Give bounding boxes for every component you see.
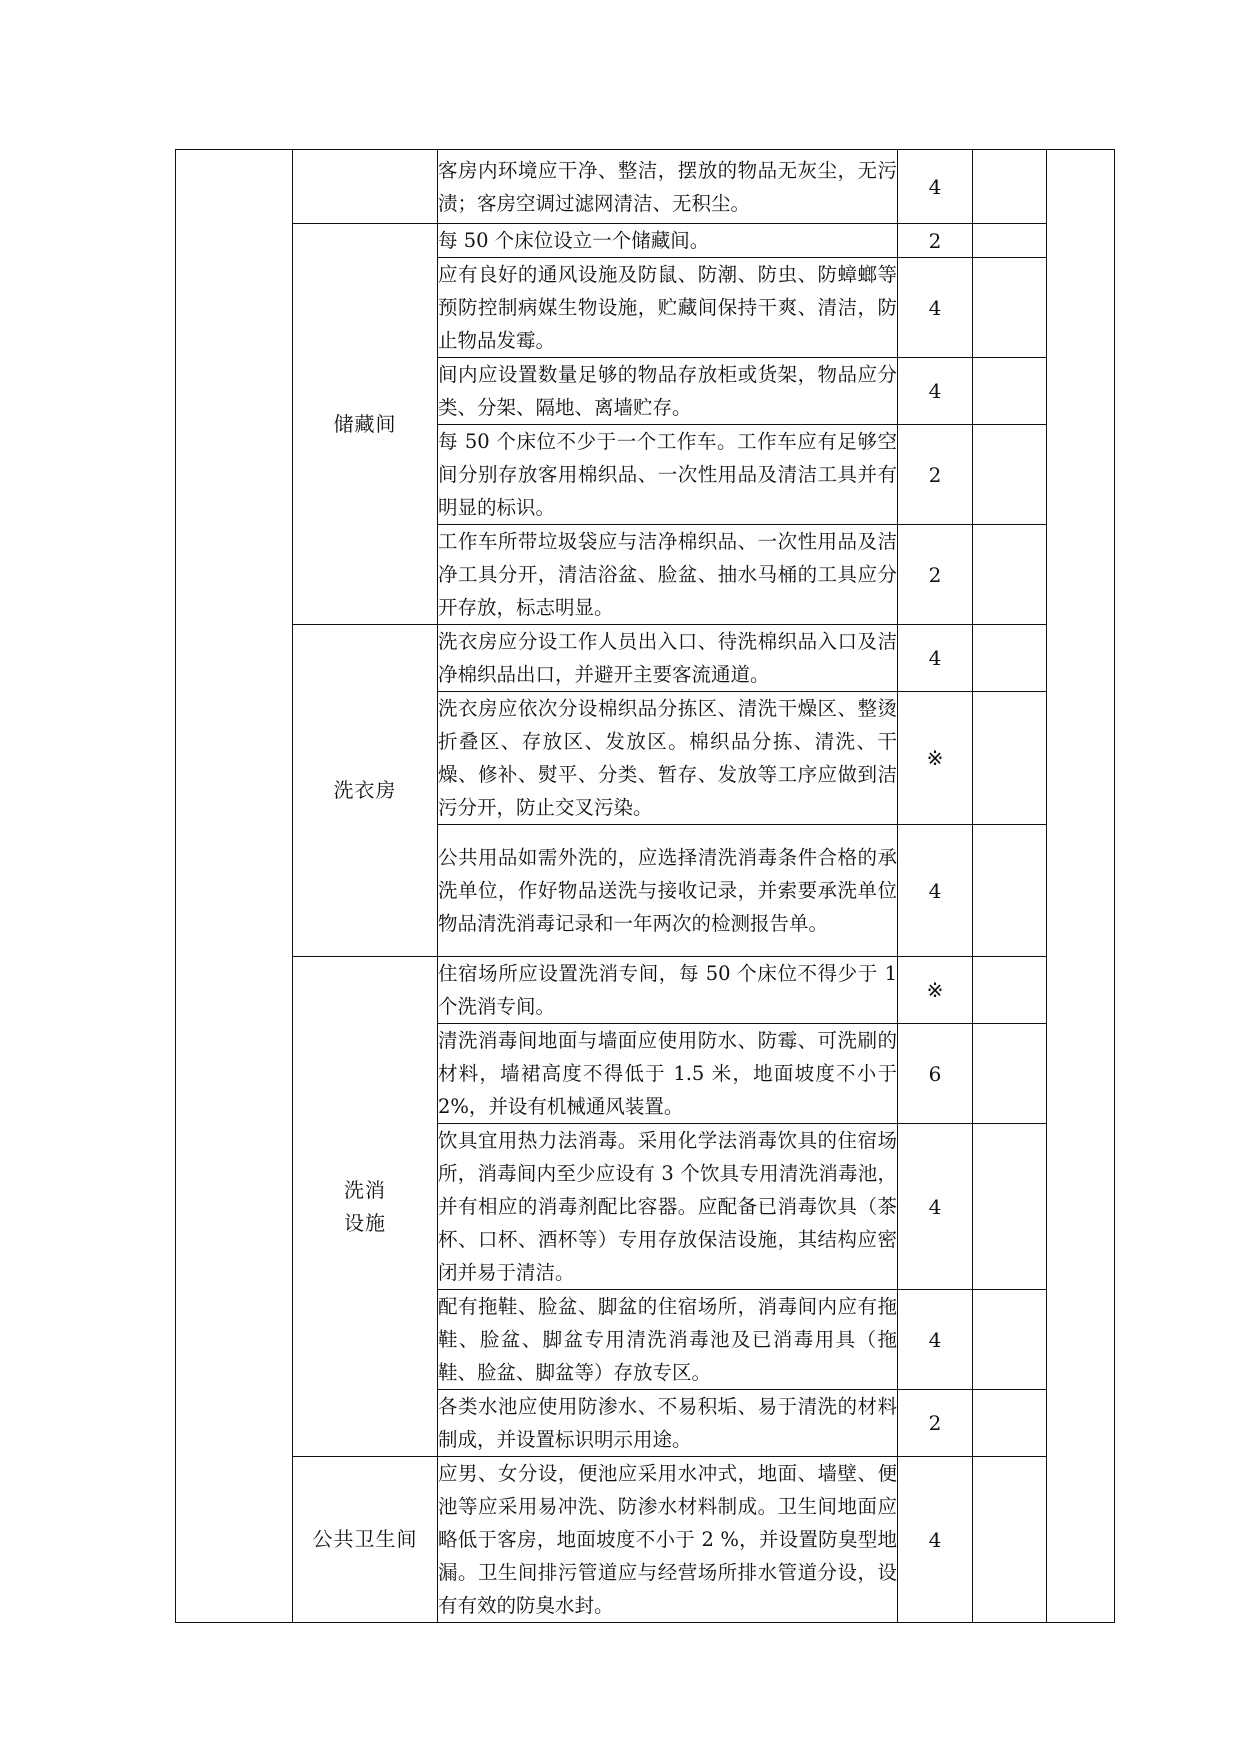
table-row bbox=[176, 625, 1115, 692]
requirement-cell: 工作车所带垃圾袋应与洁净棉织品、一次性用品及洁净工具分开，清洁浴盆、脸盆、抽水马桶的工具应分开存放，标志明显。 bbox=[438, 525, 898, 625]
score-cell: ※ bbox=[898, 692, 973, 825]
category-cell bbox=[293, 957, 438, 1457]
requirement-cell: 各类水池应使用防渗水、不易积垢、易于清洗的材料制成，并设置标识明示用途。 bbox=[438, 1390, 898, 1457]
requirement-cell: 间内应设置数量足够的物品存放柜或货架，物品应分类、分架、隔地、离墙贮存。 bbox=[438, 358, 898, 425]
score-cell: 4 bbox=[898, 150, 973, 224]
score-cell: 4 bbox=[898, 1290, 973, 1390]
outer-category-cell bbox=[176, 150, 293, 1623]
category-cell: 储藏间 bbox=[293, 224, 438, 625]
requirement-cell: 客房内环境应干净、整洁，摆放的物品无灰尘，无污渍；客房空调过滤网清洁、无积尘。 bbox=[438, 150, 898, 224]
score-cell: 4 bbox=[898, 825, 973, 957]
score-cell: 2 bbox=[898, 224, 973, 258]
score-cell: 4 bbox=[898, 625, 973, 692]
check-cell bbox=[973, 625, 1047, 692]
score-cell: 2 bbox=[898, 525, 973, 625]
score-cell: 4 bbox=[898, 258, 973, 358]
check-cell bbox=[973, 425, 1047, 525]
requirement-cell: 应有良好的通风设施及防鼠、防潮、防虫、防蟑螂等预防控制病媒生物设施，贮藏间保持干爽、清洁，防止物品发霉。 bbox=[438, 258, 898, 358]
check-cell bbox=[973, 1457, 1047, 1623]
check-cell bbox=[973, 224, 1047, 258]
score-cell: 4 bbox=[898, 358, 973, 425]
requirement-cell: 清洗消毒间地面与墙面应使用防水、防霉、可洗刷的材料，墙裙高度不得低于 1.5 米，地面坡度不小于 2%，并设有机械通风装置。 bbox=[438, 1024, 898, 1124]
score-cell: 4 bbox=[898, 1124, 973, 1290]
requirement-cell: 应男、女分设，便池应采用水冲式，地面、墙壁、便池等应采用易冲洗、防渗水材料制成。卫生间地面应略低于客房，地面坡度不小于 2 %，并设置防臭型地漏。卫生间排污管道应与经营场所排水管道分设，设有有效的防臭水封。 bbox=[438, 1457, 898, 1623]
check-cell bbox=[973, 150, 1047, 224]
check-cell bbox=[973, 957, 1047, 1024]
score-cell: ※ bbox=[898, 957, 973, 1024]
category-cell: 公共卫生间 bbox=[293, 1457, 438, 1623]
table-row bbox=[176, 957, 1115, 1024]
table-row bbox=[176, 224, 1115, 258]
check-cell bbox=[973, 1290, 1047, 1390]
check-cell bbox=[973, 1124, 1047, 1290]
requirement-cell: 住宿场所应设置洗消专间，每 50 个床位不得少于 1 个洗消专间。 bbox=[438, 957, 898, 1024]
remark-cell bbox=[1047, 150, 1115, 1623]
requirement-cell: 饮具宜用热力法消毒。采用化学法消毒饮具的住宿场所，消毒间内至少应设有 3 个饮具专用清洗消毒池，并有相应的消毒剂配比容器。应配备已消毒饮具（茶杯、口杯、酒杯等）专用存放保洁设施，其结构应密闭并易于清洁。 bbox=[438, 1124, 898, 1290]
table-row bbox=[176, 1457, 1115, 1623]
requirement-cell: 公共用品如需外洗的，应选择清洗消毒条件合格的承洗单位，作好物品送洗与接收记录，并索要承洗单位物品清洗消毒记录和一年两次的检测报告单。 bbox=[438, 825, 898, 957]
requirement-cell: 洗衣房应分设工作人员出入口、待洗棉织品入口及洁净棉织品出口，并避开主要客流通道。 bbox=[438, 625, 898, 692]
score-cell: 6 bbox=[898, 1024, 973, 1124]
score-cell: 4 bbox=[898, 1457, 973, 1623]
check-cell bbox=[973, 692, 1047, 825]
check-cell bbox=[973, 358, 1047, 425]
category-label: 洗消设施 bbox=[344, 1177, 386, 1235]
score-cell: 2 bbox=[898, 425, 973, 525]
check-cell bbox=[973, 525, 1047, 625]
check-cell bbox=[973, 1390, 1047, 1457]
score-cell: 2 bbox=[898, 1390, 973, 1457]
requirement-cell: 每 50 个床位设立一个储藏间。 bbox=[438, 224, 898, 258]
check-cell bbox=[973, 1024, 1047, 1124]
check-cell bbox=[973, 825, 1047, 957]
category-cell: 洗衣房 bbox=[293, 625, 438, 957]
requirement-cell: 配有拖鞋、脸盆、脚盆的住宿场所，消毒间内应有拖鞋、脸盆、脚盆专用清洗消毒池及已消毒用具（拖鞋、脸盆、脚盆等）存放专区。 bbox=[438, 1290, 898, 1390]
category-cell bbox=[293, 150, 438, 224]
requirement-cell: 每 50 个床位不少于一个工作车。工作车应有足够空间分别存放客用棉织品、一次性用品及清洁工具并有明显的标识。 bbox=[438, 425, 898, 525]
check-cell bbox=[973, 258, 1047, 358]
requirement-cell: 洗衣房应依次分设棉织品分拣区、清洗干燥区、整烫折叠区、存放区、发放区。棉织品分拣、清洗、干燥、修补、熨平、分类、暂存、发放等工序应做到洁污分开，防止交叉污染。 bbox=[438, 692, 898, 825]
table-row bbox=[176, 150, 1115, 224]
inspection-table bbox=[175, 149, 1115, 1623]
